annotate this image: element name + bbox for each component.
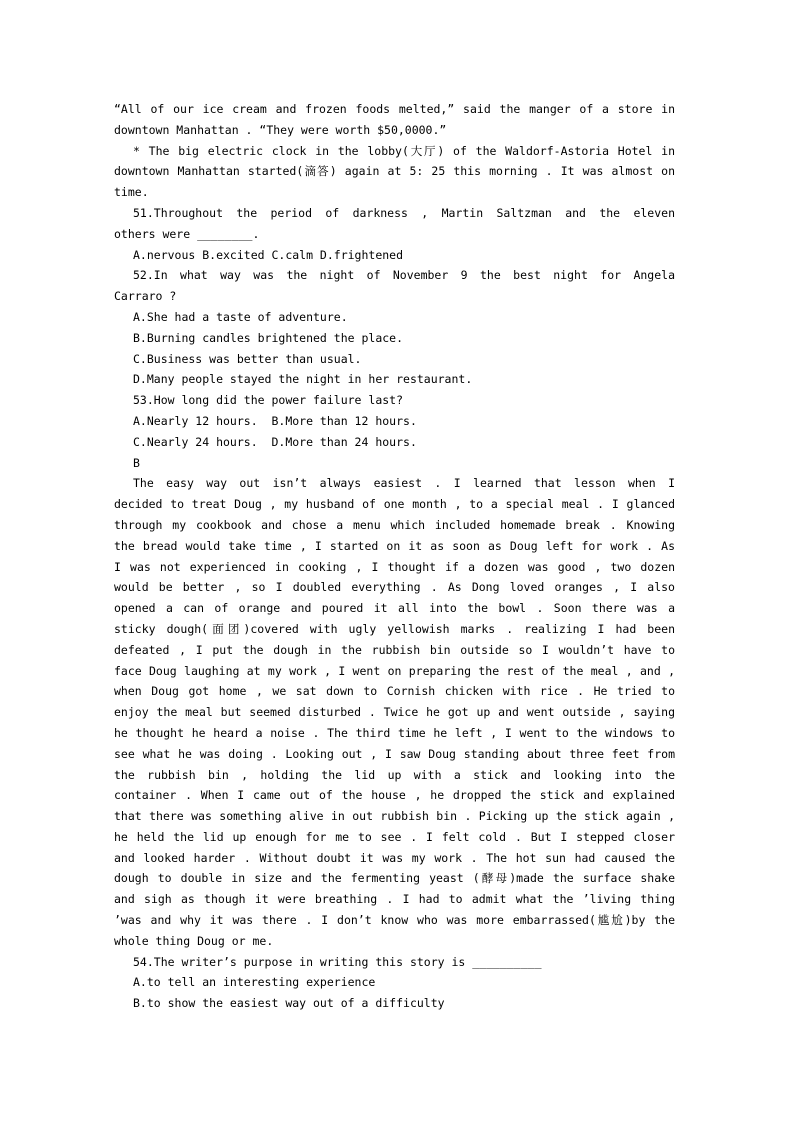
text-line: others were ________.: [114, 226, 260, 241]
text-line: dough to double in size and the fermenting yeast (酵母)made the surface shake: [114, 871, 675, 886]
text-line: B.Burning candles brightened the place.: [133, 330, 404, 345]
text-line: 54.The writer’s purpose in writing this story is __________: [133, 954, 542, 969]
text-line: when Doug got home , we sat down to Cornish chicken with rice . He tried to: [114, 684, 675, 699]
text-line: the bread would take time , I started on it as soon as Doug left for work . As: [114, 538, 675, 553]
text-line: and looked harder . Without doubt it was my work . The hot sun had caused the: [114, 850, 675, 865]
text-line: and sigh as though it were breathing . I had to admit what the ’living thing: [114, 892, 675, 907]
document-lines: [114, 99, 675, 1014]
text-line: ’was and why it was there . I don’t know who was more embarrassed(尴尬)by the: [114, 913, 675, 928]
text-line: that there was something alive in out rubbish bin . Picking up the stick again ,: [114, 809, 675, 824]
text-line: A.nervous B.excited C.calm D.frightened: [133, 247, 404, 262]
text-line: opened a can of orange and poured it all into the bowl . Soon there was a: [114, 601, 675, 616]
text-line: B: [133, 455, 140, 470]
text-line: I was not experienced in cooking , I thought if a dozen was good , two dozen: [114, 559, 675, 574]
text-line: he held the lid up enough for me to see . I felt cold . But I stepped closer: [114, 829, 675, 844]
text-line: the rubbish bin , holding the lid up with a stick and looking into the: [114, 767, 675, 782]
text-line: Carraro ?: [114, 289, 177, 304]
text-line: face Doug laughing at my work , I went on preparing the rest of the meal , and ,: [114, 663, 675, 678]
text-line: C.Business was better than usual.: [133, 351, 362, 366]
text-line: enjoy the meal but seemed disturbed . Twice he got up and went outside , saying: [114, 705, 675, 720]
text-line: whole thing Doug or me.: [114, 933, 274, 948]
text-line: see what he was doing . Looking out , I saw Doug standing about three feet from: [114, 746, 675, 761]
text-line: time.: [114, 185, 149, 200]
text-line: sticky dough(面团)covered with ugly yellowish marks . realizing I had been: [114, 621, 675, 636]
text-line: downtown Manhattan started(滴答) again at 5: 25 this morning . It was almost on: [114, 164, 675, 179]
text-line: A.Nearly 12 hours. B.More than 12 hours.: [133, 413, 417, 428]
text-line: container . When I came out of the house , he dropped the stick and explained: [114, 788, 675, 803]
text-line: C.Nearly 24 hours. D.More than 24 hours.: [133, 434, 417, 449]
text-line: 53.How long did the power failure last?: [133, 393, 404, 408]
text-line: A.to tell an interesting experience: [133, 975, 376, 990]
text-line: would be better , so I doubled everything . As Dong loved oranges , I also: [114, 580, 675, 595]
text-line: A.She had a taste of adventure.: [133, 309, 348, 324]
text-line: 52.In what way was the night of November 9 the best night for Angela: [133, 268, 675, 283]
text-line: B.to show the easiest way out of a difficulty: [133, 996, 445, 1011]
text-line: * The big electric clock in the lobby(大厅) of the Waldorf-Astoria Hotel in: [133, 143, 675, 158]
text-line: through my cookbook and chose a menu which included homemade break . Knowing: [114, 517, 675, 532]
text-line: decided to treat Doug , my husband of one month , to a special meal . I glanced: [114, 497, 675, 512]
text-line: “All of our ice cream and frozen foods melted,” said the manger of a store in: [114, 102, 675, 116]
text-line: defeated , I put the dough in the rubbish bin outside so I wouldn’t have to: [114, 642, 675, 657]
text-line: 51.Throughout the period of darkness , Martin Saltzman and the eleven: [133, 205, 675, 220]
text-line: he thought he heard a noise . The third time he left , I went to the windows to: [114, 725, 675, 740]
text-line: The easy way out isn’t always easiest . I learned that lesson when I: [133, 476, 675, 491]
text-line: downtown Manhattan . “They were worth $50,0000.”: [114, 122, 447, 137]
text-line: D.Many people stayed the night in her restaurant.: [133, 372, 473, 387]
